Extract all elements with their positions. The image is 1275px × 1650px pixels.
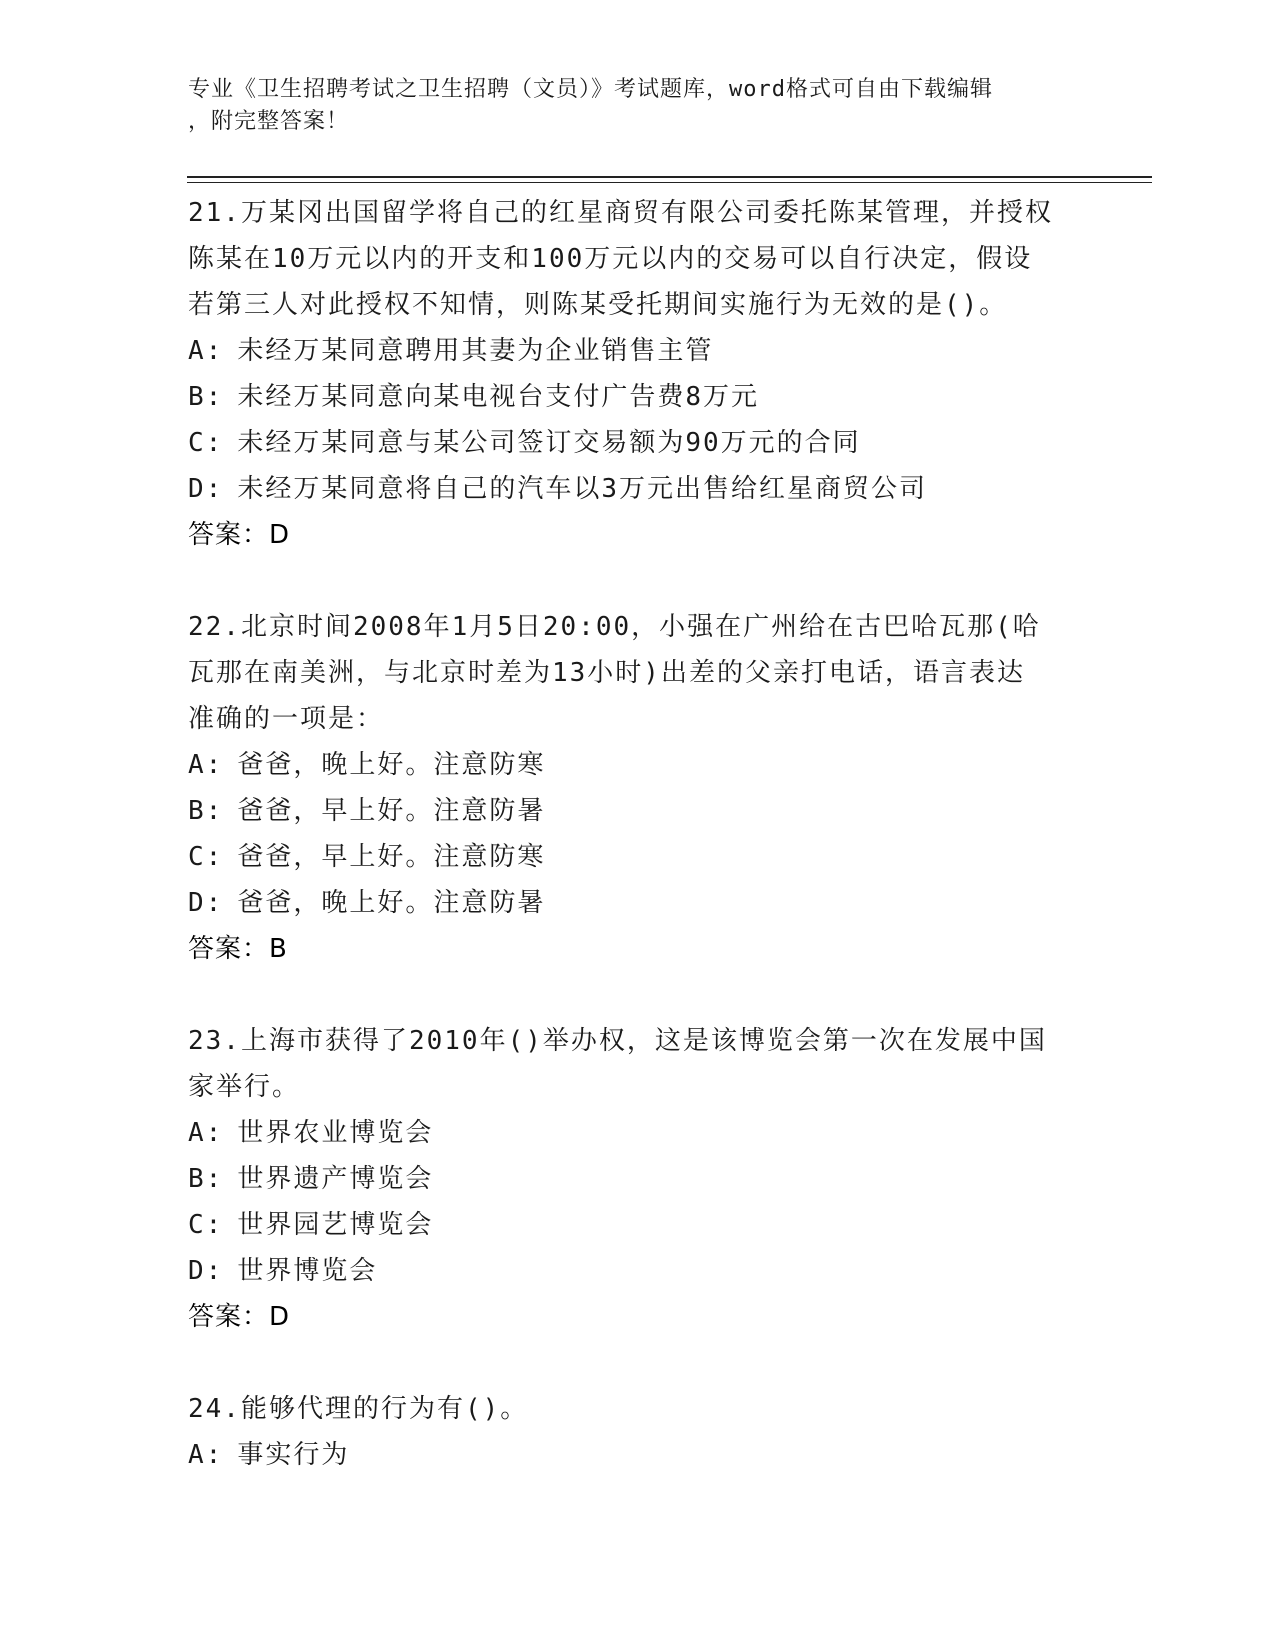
answer-line: 答案：D [188,1302,291,1332]
header-divider-thin [187,182,1152,183]
document-header [188,74,1068,138]
option-key: D: [188,474,224,504]
header-line-2: ，附完整答案！ [188,109,350,134]
option-text: 世界遗产博览会 [237,1164,434,1194]
option-c [188,1202,1088,1248]
option-text: 未经万某同意向某电视台支付广告费8万元 [237,382,759,412]
option-text: 世界博览会 [237,1256,378,1286]
option-key: B: [188,796,224,826]
option-key: C: [188,842,224,872]
question-stem-line: 22.北京时间2008年1月5日20:00，小强在广州给在古巴哈瓦那(哈 [188,612,1041,642]
option-text: 未经万某同意将自己的汽车以3万元出售给红星商贸公司 [237,474,927,504]
option-b [188,374,1088,420]
option-b [188,788,1088,834]
option-key: A: [188,1118,224,1148]
option-key: B: [188,382,224,412]
question-list [188,190,1088,1524]
question-stem-line: 21.万某冈出国留学将自己的红星商贸有限公司委托陈某管理，并授权 [188,198,1053,228]
option-b [188,1156,1088,1202]
option-text: 未经万某同意聘用其妻为企业销售主管 [237,336,714,366]
question-stem-line: 23.上海市获得了2010年()举办权，这是该博览会第一次在发展中国 [188,1026,1047,1056]
answer-line: 答案：B [188,934,288,964]
question-stem-line: 家举行。 [188,1072,301,1102]
option-key: D: [188,888,224,918]
option-key: A: [188,750,224,780]
option-a [188,1432,1088,1478]
option-c [188,834,1088,880]
option-text: 爸爸，早上好。注意防寒 [237,842,546,872]
question-stem-line: 瓦那在南美洲，与北京时差为13小时)出差的父亲打电话，语言表达 [188,658,1025,688]
question-stem-line: 陈某在10万元以内的开支和100万元以内的交易可以自行决定，假设 [188,244,1033,274]
question-23 [188,1018,1088,1340]
header-line-1: 专业《卫生招聘考试之卫生招聘（文员）》考试题库，word格式可自由下载编辑 [188,77,993,102]
option-text: 爸爸，晚上好。注意防暑 [237,888,546,918]
question-stem-line: 准确的一项是： [188,704,385,734]
option-d [188,880,1088,926]
option-a [188,328,1088,374]
question-21 [188,190,1088,558]
option-key: D: [188,1256,224,1286]
option-text: 世界农业博览会 [237,1118,434,1148]
option-key: B: [188,1164,224,1194]
option-text: 爸爸，晚上好。注意防寒 [237,750,546,780]
option-key: A: [188,1440,224,1470]
question-stem-line: 24.能够代理的行为有()。 [188,1394,529,1424]
question-24 [188,1386,1088,1478]
option-text: 世界园艺博览会 [237,1210,434,1240]
header-divider-thick [187,176,1152,178]
option-text: 事实行为 [237,1440,350,1470]
option-text: 爸爸，早上好。注意防暑 [237,796,546,826]
option-text: 未经万某同意与某公司签订交易额为90万元的合同 [237,428,861,458]
option-key: A: [188,336,224,366]
answer-line: 答案：D [188,520,291,550]
option-d [188,466,1088,512]
option-key: C: [188,428,224,458]
option-c [188,420,1088,466]
question-stem-line: 若第三人对此授权不知情，则陈某受托期间实施行为无效的是()。 [188,290,1008,320]
question-22 [188,604,1088,972]
option-key: C: [188,1210,224,1240]
option-a [188,742,1088,788]
option-d [188,1248,1088,1294]
option-a [188,1110,1088,1156]
